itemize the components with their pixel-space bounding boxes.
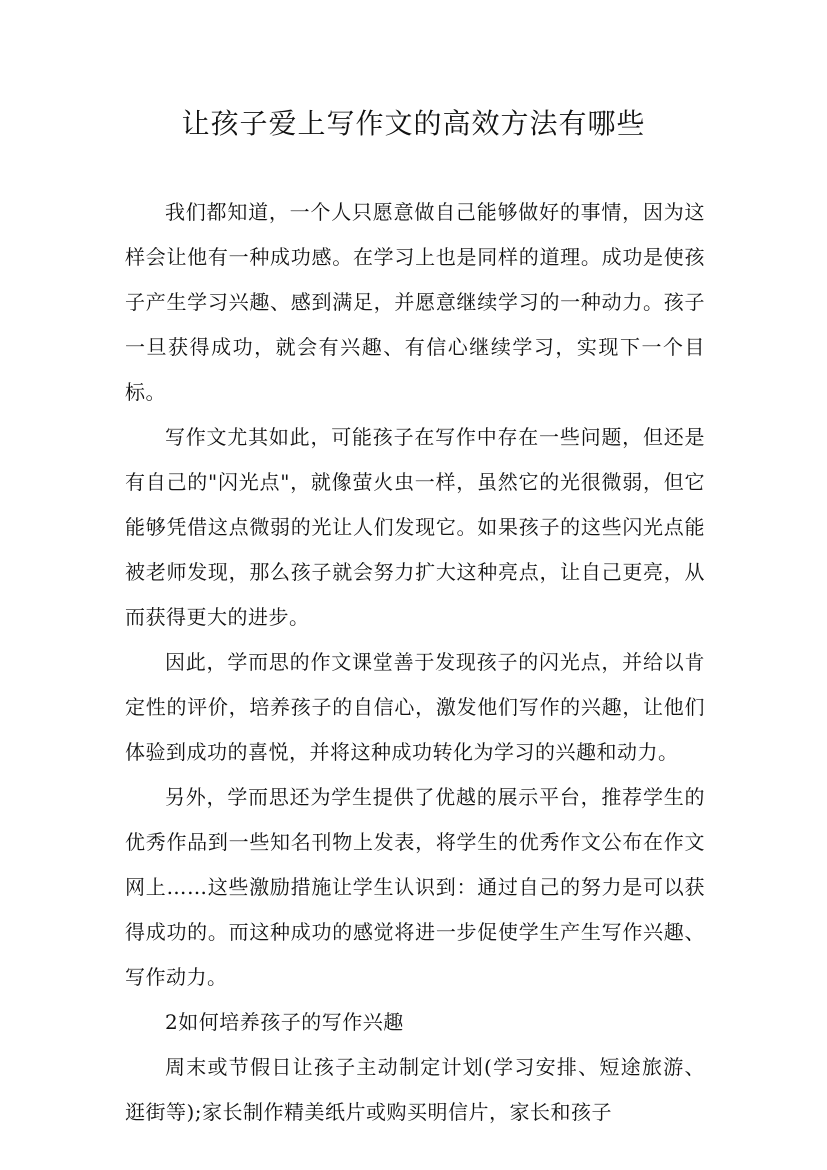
document-title: 让孩子爱上写作文的高效方法有哪些	[181, 107, 646, 140]
paragraph: 写作文尤其如此，可能孩子在写作中存在一些问题，但还是有自己的"闪光点"，就像萤火虫一样，虽然它的光很微弱，但它能够凭借这点微弱的光让人们发现它。如果孩子的这些闪光点能被老师发现，那么孩子就会努力扩大这种亮点，让自己更亮，从而获得更大的进步。	[125, 425, 705, 629]
paragraph: 另外，学而思还为学生提供了优越的展示平台，推荐学生的优秀作品到一些知名刊物上发表，将学生的优秀作文公布在作文网上……这些激励措施让学生认识到：通过自己的努力是可以获得成功的。而这种成功的感觉将进一步促使学生产生写作兴趣、写作动力。	[125, 785, 705, 989]
paragraph: 因此，学而思的作文课堂善于发现孩子的闪光点，并给以肯定性的评价，培养孩子的自信心，激发他们写作的兴趣，让他们体验到成功的喜悦，并将这种成功转化为学习的兴趣和动力。	[125, 650, 705, 764]
section-heading: 2如何培养孩子的写作兴趣	[165, 1010, 404, 1034]
document-body	[125, 190, 705, 1135]
paragraph: 我们都知道，一个人只愿意做自己能够做好的事情，因为这样会让他有一种成功感。在学习上也是同样的道理。成功是使孩子产生学习兴趣、感到满足，并愿意继续学习的一种动力。孩子一旦获得成功，就会有兴趣、有信心继续学习，实现下一个目标。	[125, 200, 705, 404]
paragraph: 周末或节假日让孩子主动制定计划(学习安排、短途旅游、逛街等);家长制作精美纸片或购买明信片，家长和孩子	[125, 1055, 705, 1124]
